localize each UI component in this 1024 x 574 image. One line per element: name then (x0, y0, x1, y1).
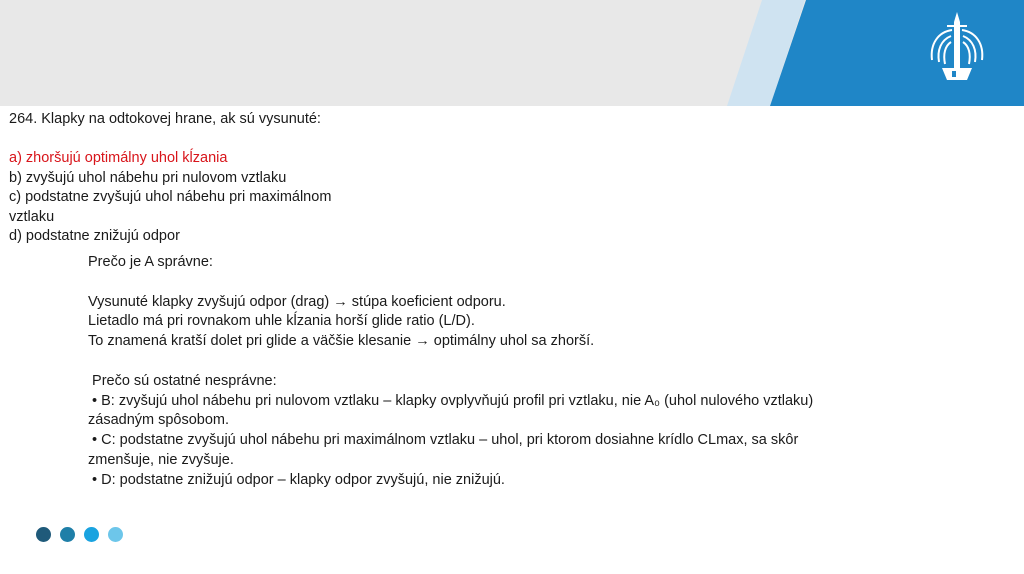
why-others-line: zmenšuje, nie zvyšuje. (88, 451, 234, 468)
why-others-line: • D: podstatne znižujú odpor – klapky odpor zvyšujú, nie znižujú. (88, 471, 505, 488)
option-c: c) podstatne zvyšujú uhol nábehu pri maximálnom (9, 189, 332, 205)
option-b: b) zvyšujú uhol nábehu pri nulovom vztlaku (9, 169, 287, 186)
why-others-heading: Prečo sú ostatné nesprávne: (88, 372, 277, 389)
corner-accent (0, 0, 1024, 106)
decorative-dots (36, 527, 132, 543)
option-d: d) podstatne znižujú odpor (9, 228, 180, 244)
dot (60, 527, 75, 542)
why-others-line: • B: zvyšujú uhol nábehu pri nulovom vztlaku – klapky ovplyvňujú profil pri vztlaku, nie A₀ (uhol nulového vztlaku) (88, 392, 814, 409)
question-title: 264. Klapky na odtokovej hrane, ak sú vysunuté: (9, 111, 321, 127)
why-a-line: To znamená kratší dolet pri glide a väčšie klesanie → optimálny uhol sa zhorší. (88, 333, 595, 350)
dot (36, 527, 51, 542)
blue-stripe (770, 0, 1024, 106)
explanation-block (88, 253, 1008, 491)
why-a-line: Lietadlo má pri rovnakom uhle kĺzania horší glide ratio (L/D). (88, 313, 475, 330)
option-c-continued: vztlaku (9, 208, 55, 225)
option-a: a) zhoršujú optimálny uhol kĺzania (9, 150, 228, 166)
question-block (9, 110, 569, 247)
dot (108, 527, 123, 542)
why-a-heading: Prečo je A správne: (88, 254, 213, 270)
dot (84, 527, 99, 542)
why-others-line: • C: podstatne zvyšujú uhol nábehu pri maximálnom vztlaku – uhol, pri ktorom dosiahne krídlo CLmax, sa skôr (88, 432, 799, 449)
why-others-line: zásadným spôsobom. (88, 412, 230, 429)
why-a-line: Vysunuté klapky zvyšujú odpor (drag) → stúpa koeficient odporu. (88, 293, 506, 310)
